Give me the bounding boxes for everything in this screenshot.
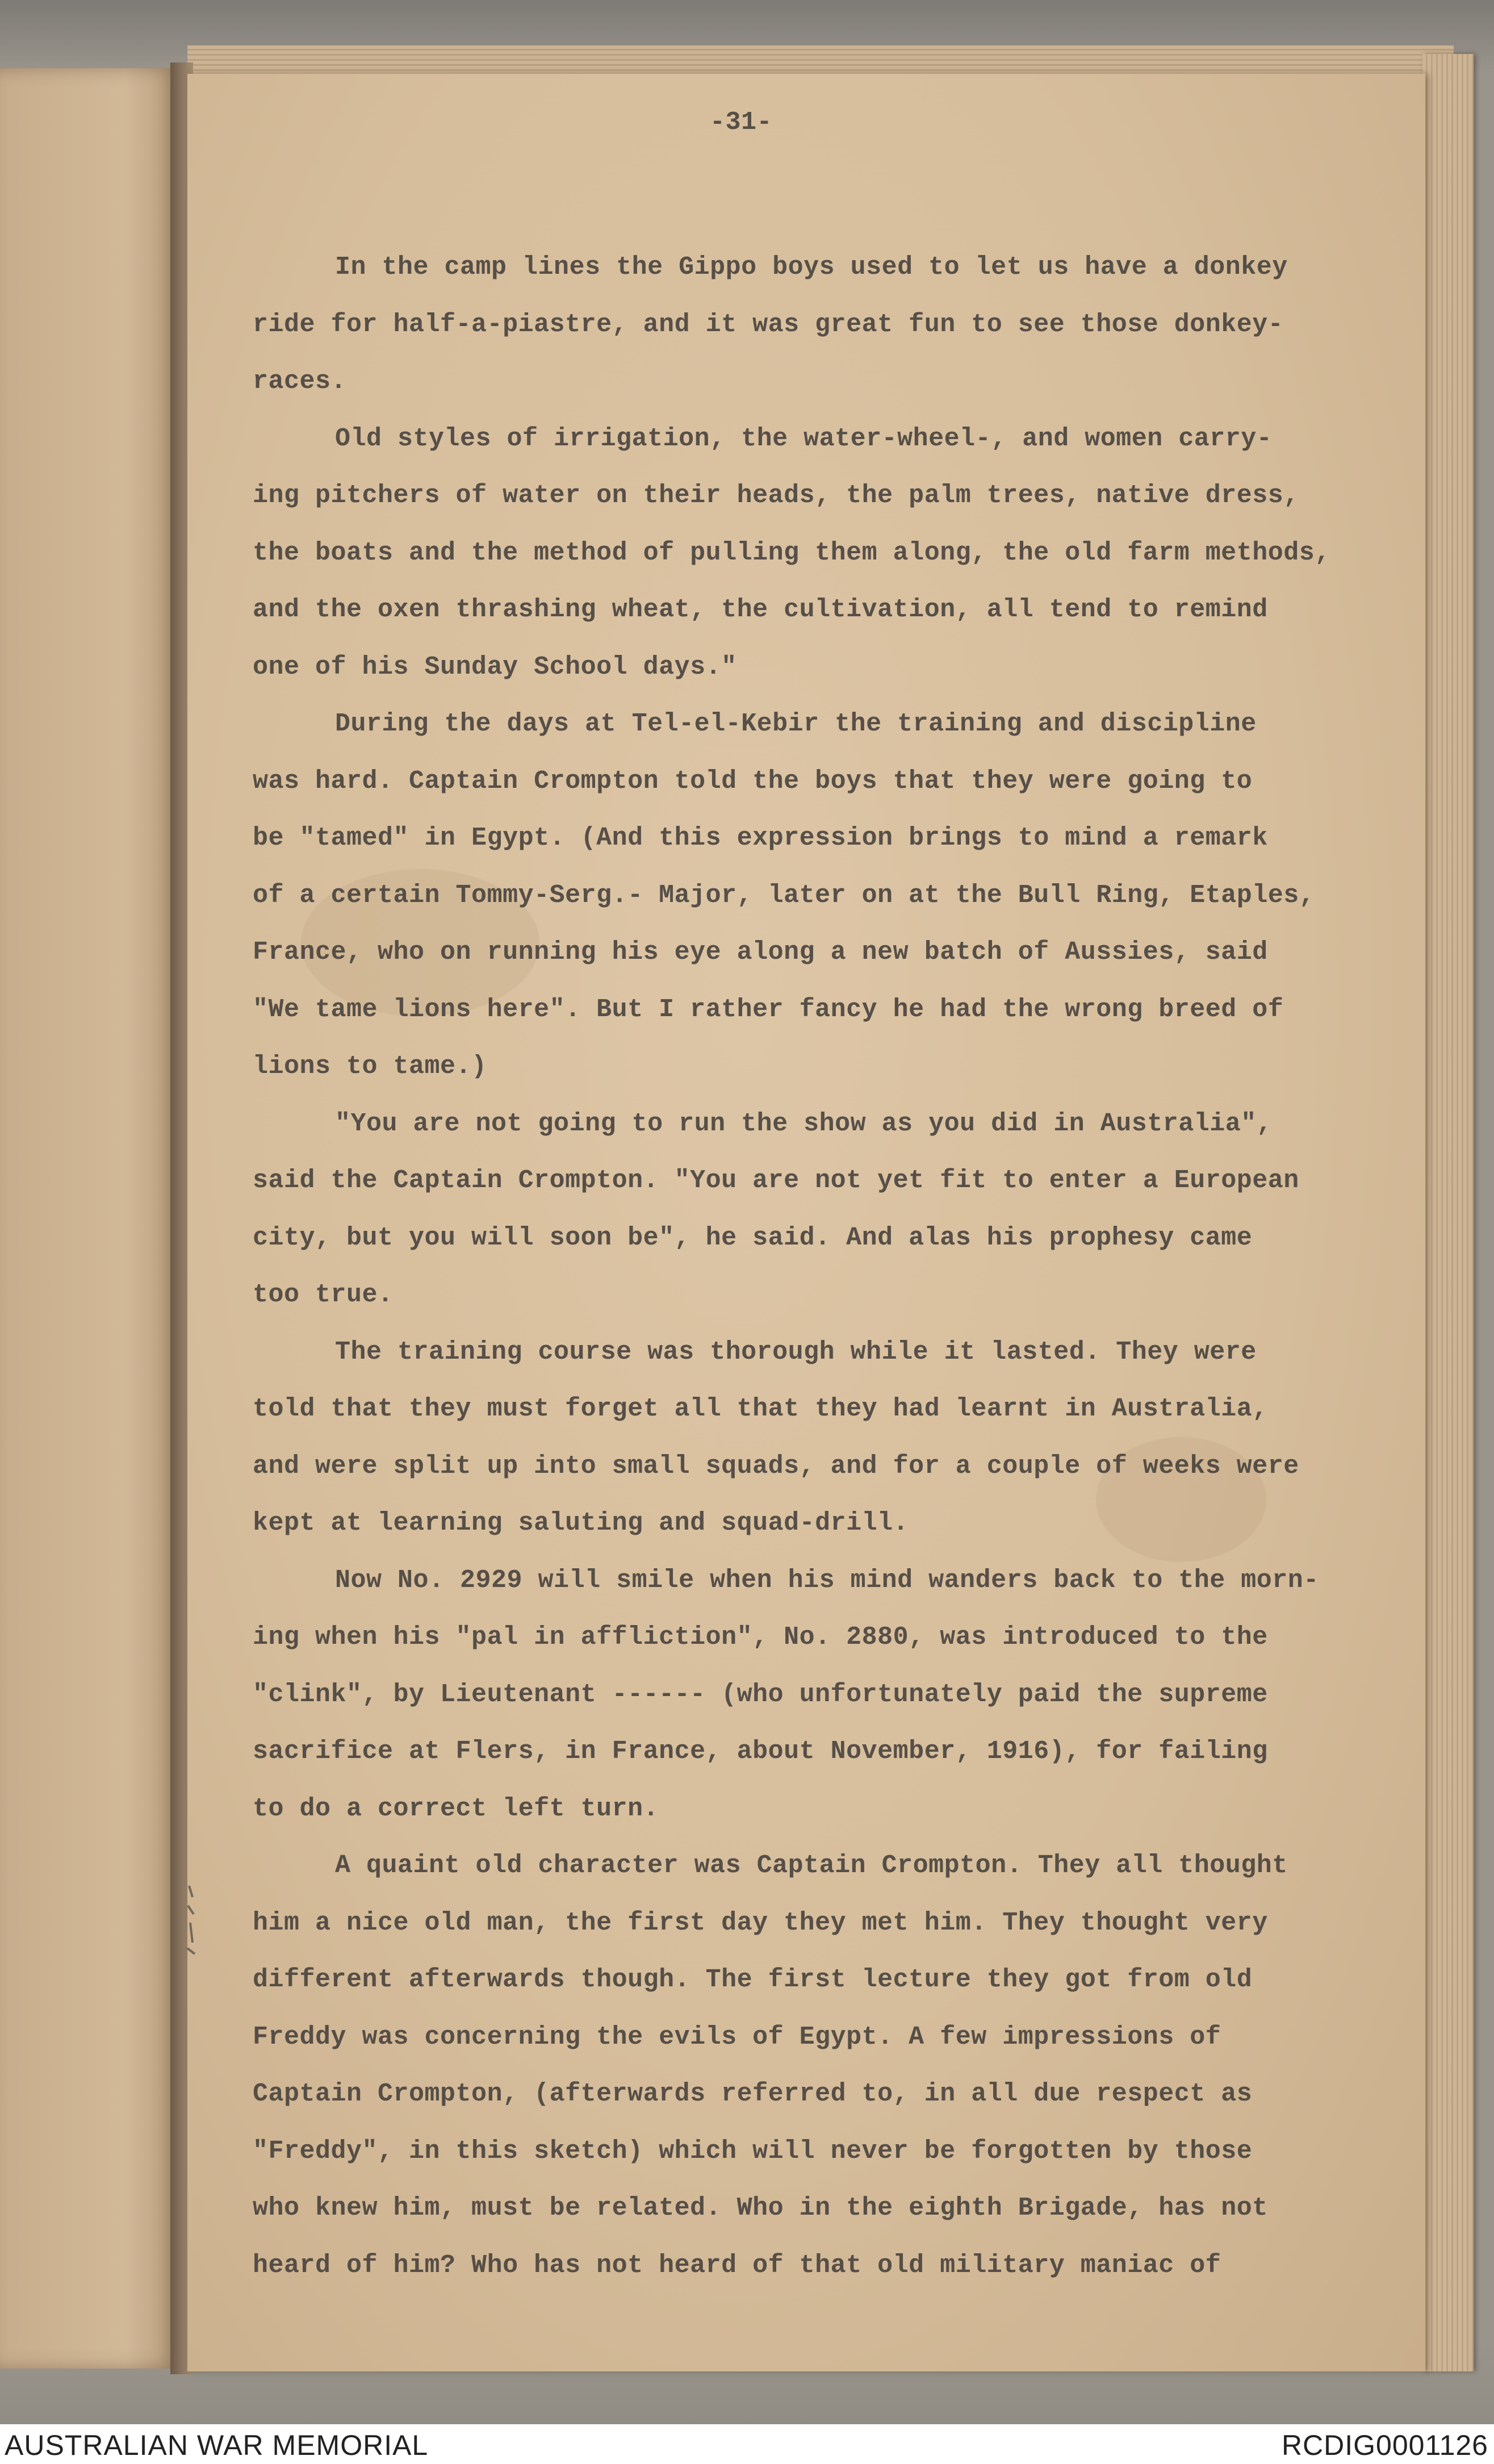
text-line: ing when his "pal in affliction", No. 2880, was introduced to the [253,1623,1268,1652]
text-line: told that they must forget all that they had learnt in Australia, [253,1394,1268,1423]
text-line: During the days at Tel-el-Kebir the training and discipline [335,709,1257,738]
text-line: Now No. 2929 will smile when his mind wanders back to the morn- [335,1565,1319,1595]
text-line: different afterwards though. The first lecture they got from old [253,1965,1253,1994]
text-line: "You are not going to run the show as you did in Australia", [335,1109,1273,1138]
text-line: lions to tame.) [253,1052,487,1081]
text-line: kept at learning saluting and squad-drill. [253,1509,909,1538]
text-line: sacrifice at Flers, in France, about November, 1916), for failing [253,1737,1268,1766]
caption-bar [0,2424,1494,2464]
text-line: was hard. Captain Crompton told the boys that they were going to [253,766,1253,796]
text-line: "We tame lions here". But I rather fancy he had the wrong breed of [253,995,1284,1024]
text-line: The training course was thorough while it lasted. They were [335,1337,1257,1367]
left-page [0,68,179,2369]
text-line: who knew him, must be related. Who in the eighth Brigade, has not [253,2194,1268,2223]
text-line: him a nice old man, the first day they met him. They thought very [253,1908,1268,1937]
text-line: races. [253,367,347,396]
text-line: said the Captain Crompton. "You are not yet fit to enter a European [253,1166,1299,1195]
typewritten-text-block [253,253,1330,2308]
text-line: A quaint old character was Captain Crompton. They all thought [335,1851,1288,1880]
text-line: Old styles of irrigation, the water-wheel-, and women carry- [335,424,1273,453]
text-line: of a certain Tommy-Serg.- Major, later on at the Bull Ring, Etaples, [253,880,1315,910]
page-edges-right [1422,54,1474,2371]
archive-id: RCDIG0001126 [1281,2429,1488,2461]
text-line: be "tamed" in Egypt. (And this expression brings to mind a remark [253,824,1268,853]
pencil-margin-mark [185,1880,202,1960]
text-line: France, who on running his eye along a new batch of Aussies, said [253,938,1268,967]
archive-credit: AUSTRALIAN WAR MEMORIAL [5,2429,429,2461]
text-line: ing pitchers of water on their heads, the palm trees, native dress, [253,481,1299,510]
text-line: "Freddy", in this sketch) which will never be forgotten by those [253,2136,1253,2166]
text-line: one of his Sunday School days." [253,652,737,682]
text-line: too true. [253,1280,394,1309]
text-line: and the oxen thrashing wheat, the cultivation, all tend to remind [253,595,1268,624]
text-line: "clink", by Lieutenant ------ (who unfortunately paid the supreme [253,1680,1268,1709]
text-line: and were split up into small squads, and for a couple of weeks were [253,1451,1299,1481]
text-line: Freddy was concerning the evils of Egypt. A few impressions of [253,2022,1221,2052]
text-line: the boats and the method of pulling them along, the old farm methods, [253,538,1330,567]
page-number: -31- [710,108,773,137]
text-line: ride for half-a-piastre, and it was great fun to see those donkey- [253,310,1284,339]
text-line: heard of him? Who has not heard of that old military maniac of [253,2250,1221,2280]
text-line: city, but you will soon be", he said. And alas his prophesy came [253,1223,1253,1252]
text-line: to do a correct left turn. [253,1794,659,1823]
text-line: In the camp lines the Gippo boys used to let us have a donkey [335,253,1288,282]
text-line: Captain Crompton, (afterwards referred to, in all due respect as [253,2079,1253,2108]
